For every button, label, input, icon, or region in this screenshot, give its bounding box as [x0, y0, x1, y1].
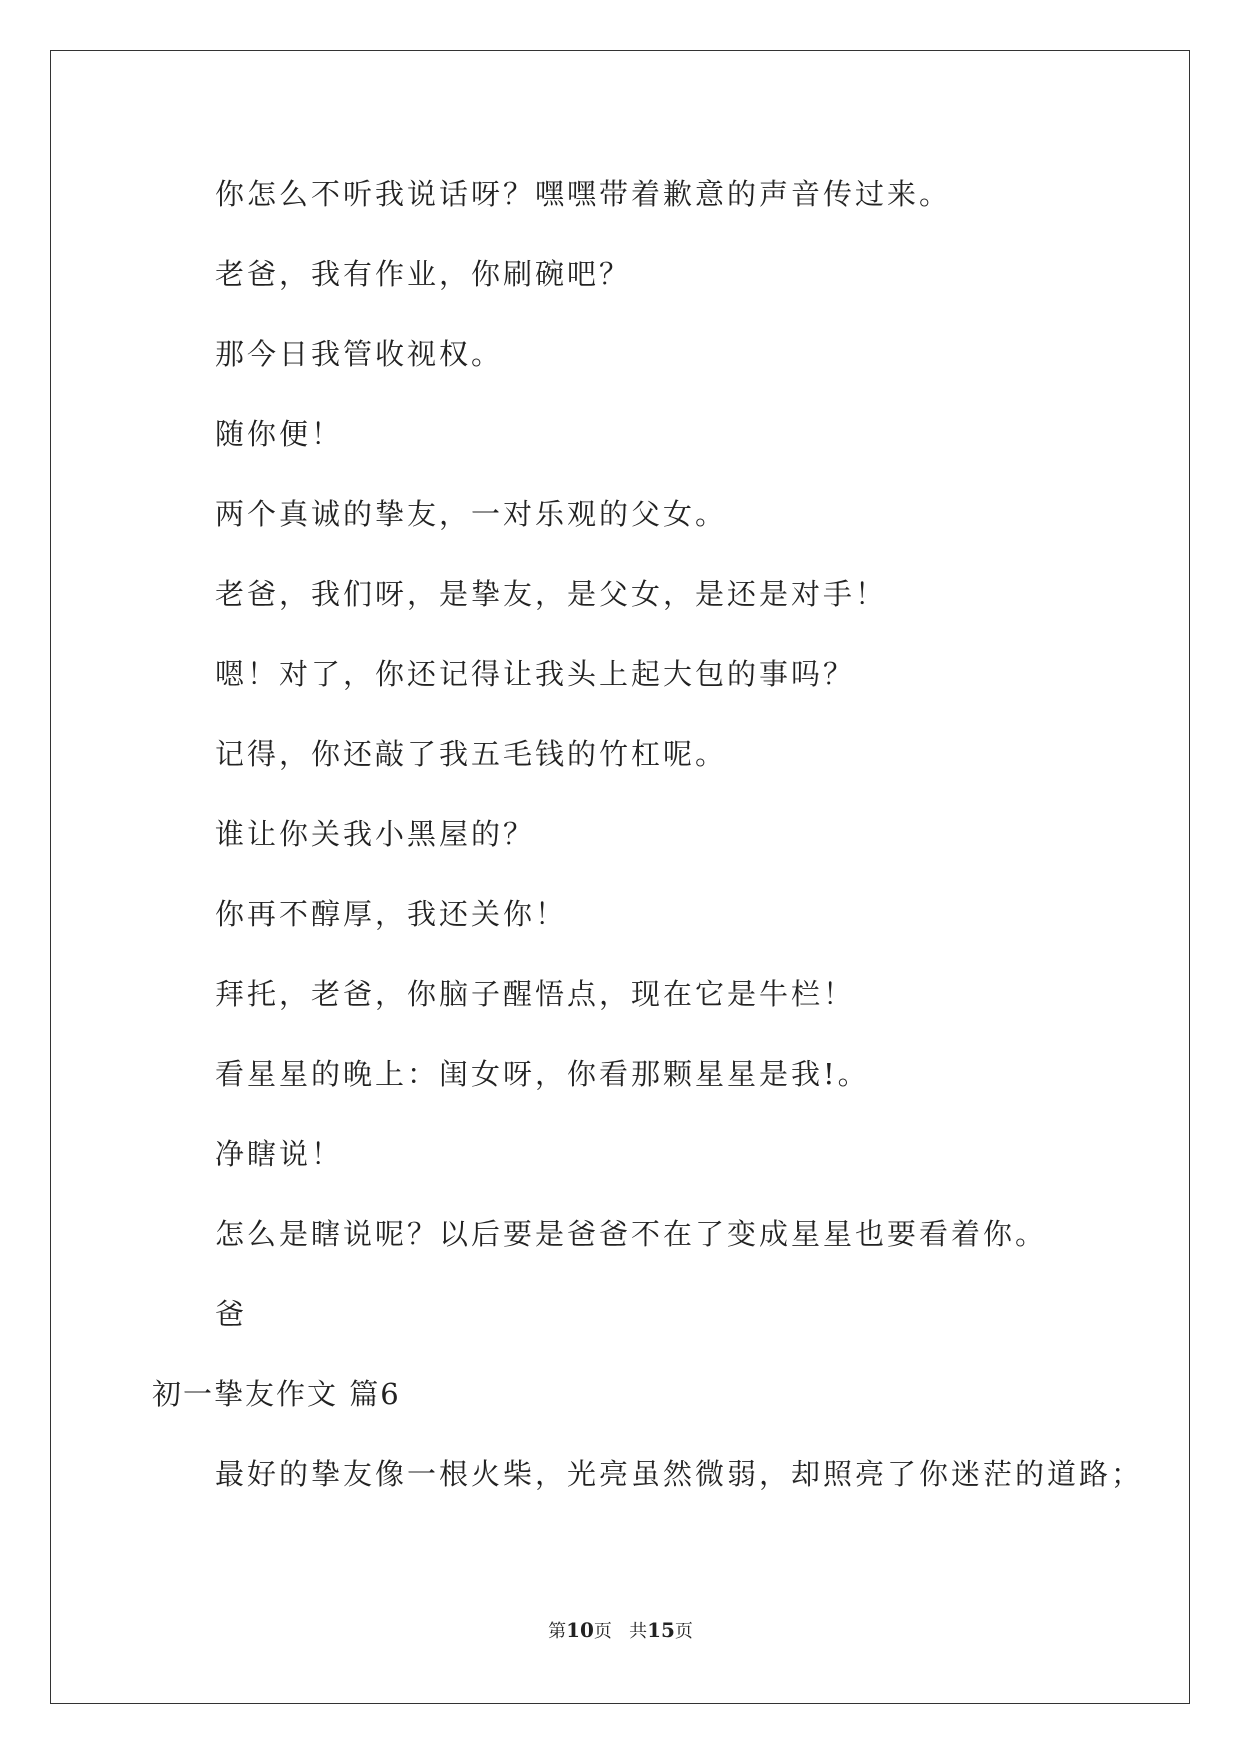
paragraph-line: 老爸，我有作业，你刷碗吧？	[215, 257, 632, 291]
footer-prefix: 第	[548, 1621, 567, 1642]
footer-suffix: 页	[674, 1621, 693, 1642]
paragraph-line: 爸	[215, 1297, 248, 1331]
paragraph-line: 拜托，老爸，你脑子醒悟点，现在它是牛栏！	[215, 977, 856, 1011]
current-page-number: 10	[566, 1618, 594, 1642]
paragraph-line: 老爸，我们呀，是挚友，是父女，是还是对手！	[215, 577, 888, 611]
paragraph-line: 你再不醇厚，我还关你！	[215, 897, 568, 931]
paragraph-line: 嗯！对了，你还记得让我头上起大包的事吗？	[215, 657, 856, 691]
paragraph-line: 谁让你关我小黑屋的？	[215, 817, 536, 851]
paragraph-line: 最好的挚友像一根火柴，光亮虽然微弱，却照亮了你迷茫的道路；	[215, 1457, 1144, 1491]
paragraph-line: 净瞎说！	[215, 1137, 344, 1171]
section-heading: 初一挚友作文 篇6	[152, 1377, 401, 1411]
paragraph-line: 随你便！	[215, 417, 344, 451]
total-page-number: 15	[647, 1618, 675, 1642]
page-footer	[0, 1618, 1241, 1644]
paragraph-line: 怎么是瞎说呢？以后要是爸爸不在了变成星星也要看着你。	[215, 1217, 1048, 1251]
paragraph-line: 记得，你还敲了我五毛钱的竹杠呢。	[215, 737, 728, 771]
footer-middle: 页 共	[593, 1621, 648, 1642]
paragraph-line: 看星星的晚上：闺女呀，你看那颗星星是我!。	[215, 1057, 870, 1091]
paragraph-line: 两个真诚的挚友，一对乐观的父女。	[215, 497, 728, 531]
paragraph-line: 你怎么不听我说话呀？嘿嘿带着歉意的声音传过来。	[215, 177, 952, 211]
paragraph-line: 那今日我管收视权。	[215, 337, 504, 371]
